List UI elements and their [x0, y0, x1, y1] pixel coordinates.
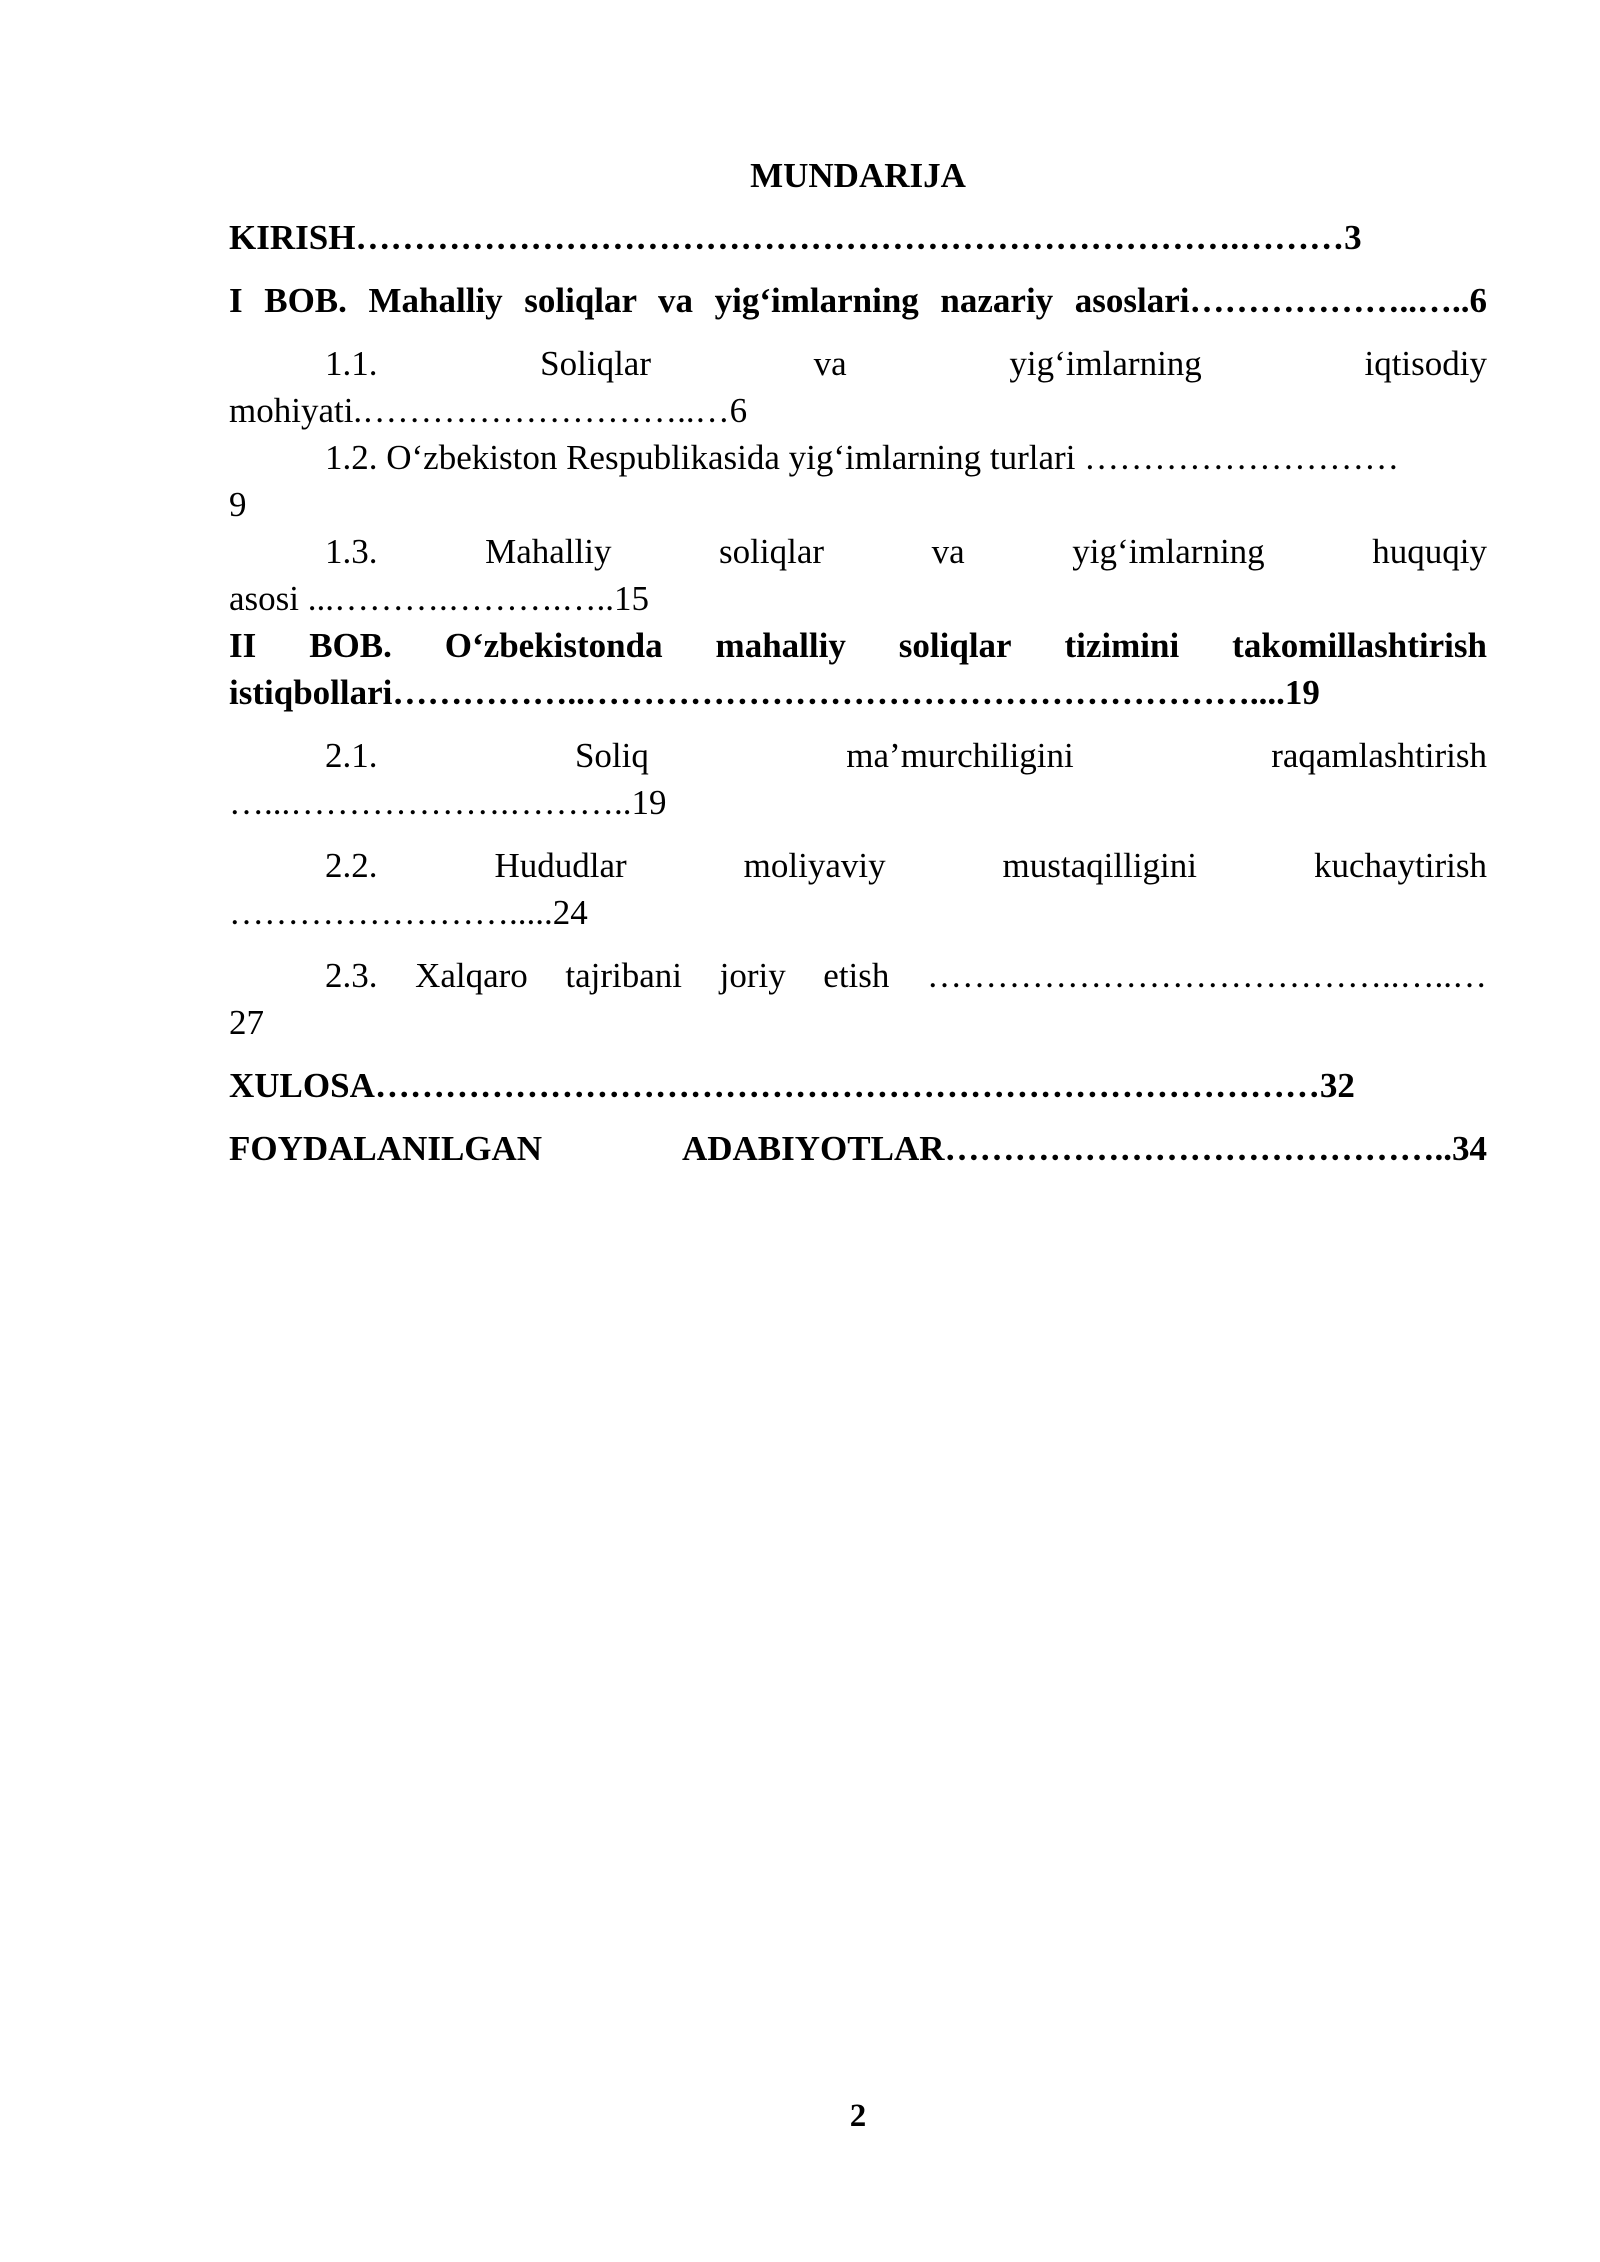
- toc-word: joriy: [719, 956, 786, 995]
- toc-word: tajribani: [565, 956, 683, 995]
- toc-entry-2-3-line2: 27: [229, 1003, 264, 1042]
- toc-line-text: 1.2. O‘zbekiston Respublikasida yig‘imlarning turlari ………………………: [325, 438, 1400, 477]
- toc-entry-2-3: [229, 952, 1487, 1046]
- toc-word: kuchaytirish: [1313, 846, 1487, 885]
- toc-word: 2.3.: [325, 956, 378, 995]
- toc-word: 1.3.: [325, 532, 378, 571]
- page-title: MUNDARIJA: [750, 156, 966, 195]
- toc-entry-1-3: [229, 528, 1487, 622]
- toc-entry-1-2-line1: [229, 434, 1487, 481]
- toc-word: raqamlashtirish: [1271, 736, 1487, 775]
- toc-word: iqtisodiy: [1364, 344, 1487, 383]
- toc-word: huquqiy: [1372, 532, 1487, 571]
- toc-entry-bob1: I BOB. Mahalliy soliqlar va yig‘imlarning nazariy asoslari………………..…..6: [229, 281, 1487, 320]
- toc-entry-2-1-line2: …...……………….………..19: [229, 783, 667, 822]
- toc-word: tizimini: [1064, 626, 1180, 665]
- toc-word: 2.2.: [325, 846, 378, 885]
- toc-entry-bob2-line1: [229, 622, 1487, 669]
- toc-word: II: [229, 626, 257, 665]
- toc-entry-xulosa: XULOSA………………………………………………………………………32: [229, 1066, 1355, 1105]
- toc-word: Hududlar: [494, 846, 627, 885]
- toc-word: yig‘imlarning: [1072, 532, 1265, 571]
- toc-word: 2.1.: [325, 736, 378, 775]
- toc-word: Xalqaro: [415, 956, 528, 995]
- page-number: 2: [849, 2098, 867, 2134]
- toc-word: va: [813, 344, 847, 383]
- toc-word: moliyaviy: [743, 846, 886, 885]
- toc-entry-1-1-line2: mohiyati.………………………..…6: [229, 391, 748, 430]
- toc-word: 1.1.: [325, 344, 378, 383]
- toc-word: Soliqlar: [540, 344, 651, 383]
- toc-entry-bob2: [229, 622, 1487, 716]
- toc-word: BOB.: [309, 626, 392, 665]
- toc-entry-kirish: KIRISH………………………………………………………………….………3: [229, 218, 1362, 257]
- toc-word: Mahalliy: [485, 532, 612, 571]
- toc-word: mahalliy: [715, 626, 846, 665]
- toc-entry-2-3-line1: [229, 952, 1487, 999]
- toc-word: mustaqilligini: [1002, 846, 1197, 885]
- toc-word: soliqlar: [719, 532, 825, 571]
- toc-entry-2-2-line2: …………………….....24: [229, 893, 588, 932]
- toc-word: ma’murchiligini: [846, 736, 1074, 775]
- toc-entry-2-1-line1: [229, 732, 1487, 779]
- toc-entry-2-2-line1: [229, 842, 1487, 889]
- toc-word: yig‘imlarning: [1009, 344, 1202, 383]
- toc-entry-1-1-line1: [229, 340, 1487, 387]
- toc-entry-1-1: [229, 340, 1487, 434]
- toc-entry-1-2-line2: 9: [229, 485, 247, 524]
- toc-entry-1-3-line1: [229, 528, 1487, 575]
- toc-word: va: [931, 532, 965, 571]
- toc-entry-bob2-line2: istiqbollari……………..…………………………………………………....19: [229, 673, 1320, 712]
- toc-entry-2-2: [229, 842, 1487, 936]
- toc-word: takomillashtirish: [1232, 626, 1487, 665]
- toc-entry-1-3-line2: asosi ...……….……….…..15: [229, 579, 649, 618]
- toc-entry-1-2: [229, 434, 1487, 528]
- toc-entry-2-1: [229, 732, 1487, 826]
- toc-word: O‘zbekistonda: [444, 626, 663, 665]
- toc-word: etish: [823, 956, 890, 995]
- toc-word: …………………………………..…..…: [926, 956, 1487, 995]
- toc-word: Soliq: [574, 736, 649, 775]
- toc-entry-foydalanilgan-adabiyotlar: FOYDALANILGAN ADABIYOTLAR……………………………………..34: [229, 1129, 1487, 1168]
- table-of-contents: [229, 214, 1487, 1172]
- toc-word: soliqlar: [898, 626, 1012, 665]
